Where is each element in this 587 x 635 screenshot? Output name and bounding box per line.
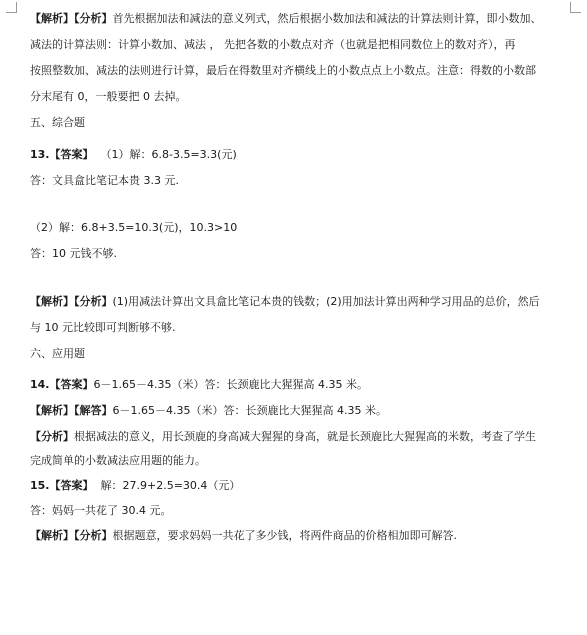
q15-label: 15.【答案】 <box>30 479 94 492</box>
crop-mark-top-right <box>570 2 581 13</box>
q14-answer-line <box>30 378 368 392</box>
q14-label: 14.【答案】 <box>30 378 94 391</box>
q15-analysis: 根据题意，要求妈妈一共花了多少钱，将两件商品的价格相加即可解答. <box>112 529 457 542</box>
section-6-title: 六、应用题 <box>30 347 85 360</box>
q15-analysis-line <box>30 529 457 543</box>
q15-answer: 答：妈妈一共花了 30.4 元。 <box>30 504 172 517</box>
q13-label: 13.【答案】 <box>30 148 94 161</box>
analysis-intro-text-4: 分末尾有 0，一般要把 0 去掉。 <box>30 90 187 103</box>
q13-analysis-line-1 <box>30 295 540 309</box>
q14-fenxi-tag: 【分析】 <box>30 430 74 443</box>
q13-analysis-tags: 【解析】【分析】 <box>30 295 113 308</box>
analysis-intro-line-1 <box>30 12 542 26</box>
q15-analysis-tags: 【解析】【分析】 <box>30 529 113 542</box>
q14-answer: 6－1.65－4.35（米）答：长颈鹿比大猩猩高 4.35 米。 <box>93 378 368 391</box>
q14-fenxi-line-1 <box>30 430 536 444</box>
q13-answer1: 答：文具盒比笔记本贵 3.3 元. <box>30 174 179 187</box>
analysis-intro-text-1: 首先根据加法和减法的意义列式，然后根据小数加法和减法的计算法则计算，即小数加、 <box>112 12 542 25</box>
q13-part2: （2）解：6.8+3.5=10.3(元)，10.3>10 <box>30 221 238 234</box>
crop-mark-top-left <box>6 2 17 13</box>
q13-part1: （1）解：6.8-3.5=3.3(元) <box>100 148 237 161</box>
analysis-intro-line-2 <box>30 38 516 52</box>
q14-analysis-tags: 【解析】【解答】 <box>30 404 113 417</box>
q13-analysis-text-1: (1)用减法计算出文具盒比笔记本贵的钱数；(2)用加法计算出两种学习用品的总价，然后 <box>112 295 540 308</box>
analysis-intro-text-3: 按照整数加、减法的法则进行计算，最后在得数里对齐横线上的小数点点上小数点。注意：得数的小数部 <box>30 64 536 77</box>
analysis-intro-line-4 <box>30 90 187 104</box>
section-5-title: 五、综合题 <box>30 116 85 129</box>
q13-answer2: 答：10 元钱不够. <box>30 247 117 260</box>
q13-answer-line <box>30 148 237 162</box>
q14-analysis-line <box>30 404 387 418</box>
analysis-intro-line-3 <box>30 64 536 78</box>
q14-fenxi-text-1: 根据减法的意义，用长颈鹿的身高减大猩猩的身高，就是长颈鹿比大猩猩高的米数，考查了学生 <box>74 430 536 443</box>
analysis-intro-text-2: 减法的计算法则：计算小数加、减法 ， 先把各数的小数点对齐（也就是把相同数位上的数对齐），再 <box>30 38 516 51</box>
q13-analysis-line-2: 与 10 元比较即可判断够不够. <box>30 321 176 334</box>
q14-analysis: 6－1.65－4.35（米）答：长颈鹿比大猩猩高 4.35 米。 <box>112 404 387 417</box>
analysis-intro-tags: 【解析】【分析】 <box>30 12 113 25</box>
q15-part: 解：27.9+2.5=30.4（元） <box>100 479 241 492</box>
q15-answer-line <box>30 479 240 493</box>
q14-fenxi-line-2: 完成简单的小数减法应用题的能力。 <box>30 454 206 467</box>
